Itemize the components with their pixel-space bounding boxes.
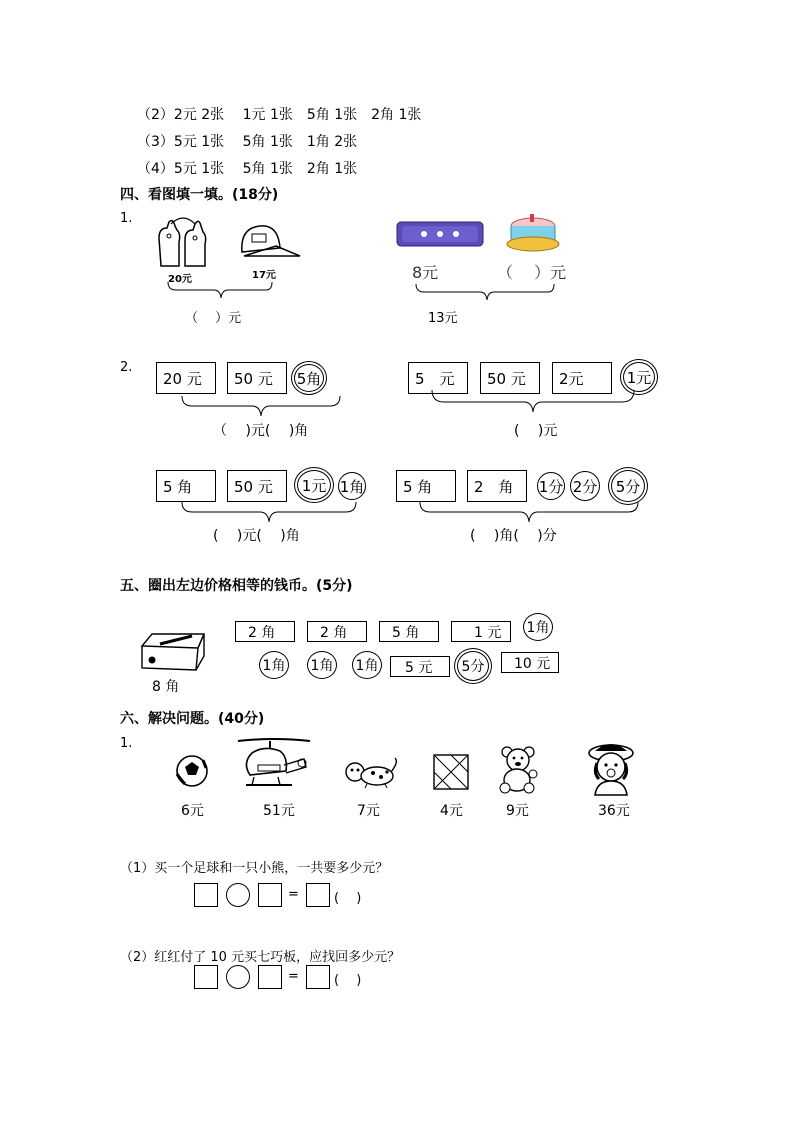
money-box[interactable]: 5 元 xyxy=(390,656,450,677)
football-icon xyxy=(175,754,209,788)
money-box: 5 角 xyxy=(156,470,216,502)
left-brace xyxy=(166,282,276,304)
problem-1-text: （1）买一个足球和一只小熊，一共要多少元？ xyxy=(120,861,389,876)
money-box: 50 元 xyxy=(480,362,540,394)
money-coin: 2分 xyxy=(570,471,600,501)
right-brace xyxy=(414,284,560,306)
money-coin: 1角 xyxy=(338,472,366,500)
money-coin[interactable]: 1角 xyxy=(307,651,337,679)
tangram-icon xyxy=(433,754,469,790)
helicopter-icon xyxy=(236,735,312,795)
pencil-box-price: 8元 xyxy=(412,263,439,282)
sharpener-price: 8 角 xyxy=(152,679,180,695)
number-box[interactable] xyxy=(194,965,218,989)
money-box: 5 元 xyxy=(408,362,468,394)
gloves-icon xyxy=(155,218,210,268)
money-box: 2元 xyxy=(552,362,612,394)
cake-icon xyxy=(505,212,561,254)
answer-blank: ( )元( )角 xyxy=(213,528,300,544)
answer-blank: ( )角( )分 xyxy=(470,528,557,544)
unit-blank[interactable]: ( ) xyxy=(334,891,362,906)
operator-circle[interactable] xyxy=(226,883,250,907)
money-box[interactable]: 2 角 xyxy=(307,621,367,642)
option-line-4: （4）5元 1张 5角 1张 2角 1张 xyxy=(137,161,358,177)
q1-left-blank: （ ）元 xyxy=(185,311,242,326)
teddy-bear-icon xyxy=(497,746,541,794)
section4-title: 四、看图填一填。(18分) xyxy=(120,187,279,203)
q1-number: 1. xyxy=(120,211,133,226)
leopard-toy-icon xyxy=(343,758,399,790)
brace xyxy=(430,390,640,420)
option-line-2: （2）2元 2张 1元 1张 5角 1张 2角 1张 xyxy=(137,107,422,123)
option-line-3: （3）5元 1张 5角 1张 1角 2张 xyxy=(137,134,358,150)
money-coin: 1元 xyxy=(297,470,331,500)
equals-sign: = xyxy=(288,887,299,902)
brace xyxy=(180,396,344,422)
money-coin[interactable]: 1角 xyxy=(352,651,382,679)
money-box[interactable]: 2 角 xyxy=(235,621,295,642)
equals-sign: = xyxy=(288,969,299,984)
unit-blank[interactable]: ( ) xyxy=(334,973,362,988)
operator-circle[interactable] xyxy=(226,965,250,989)
money-coin: 1元 xyxy=(623,362,655,392)
doll-icon xyxy=(585,741,637,797)
cap-price: 17元 xyxy=(252,270,276,281)
money-coin[interactable]: 1角 xyxy=(259,651,289,679)
money-box: 50 元 xyxy=(227,470,287,502)
gloves-price: 20元 xyxy=(168,274,192,285)
money-coin: 5角 xyxy=(294,364,324,392)
section5-title: 五、圈出左边价格相等的钱币。(5分) xyxy=(120,578,353,594)
number-box[interactable] xyxy=(258,883,282,907)
q1-right-total: 13元 xyxy=(428,311,458,326)
price-label: 7元 xyxy=(357,803,380,819)
result-box[interactable] xyxy=(306,883,330,907)
result-box[interactable] xyxy=(306,965,330,989)
money-box[interactable]: 5 角 xyxy=(379,621,439,642)
money-box: 50 元 xyxy=(227,362,287,394)
pencil-box-icon xyxy=(396,220,486,248)
money-box: 5 角 xyxy=(396,470,456,502)
price-label: 9元 xyxy=(506,803,529,819)
money-box: 20 元 xyxy=(156,362,216,394)
price-label: 4元 xyxy=(440,803,463,819)
pencil-sharpener-icon xyxy=(138,622,210,674)
money-box[interactable]: 1 元 xyxy=(451,621,511,642)
problem-2-text: （2）红红付了 10 元买七巧板，应找回多少元？ xyxy=(120,950,401,965)
money-box[interactable]: 10 元 xyxy=(501,652,559,673)
money-coin: 1分 xyxy=(537,472,565,500)
money-coin: 5分 xyxy=(611,470,645,502)
price-label: 36元 xyxy=(598,803,630,819)
number-box[interactable] xyxy=(258,965,282,989)
money-coin[interactable]: 5分 xyxy=(457,651,489,681)
q2-number: 2. xyxy=(120,360,133,375)
money-coin[interactable]: 1角 xyxy=(523,613,553,641)
section6-title: 六、解决问题。(40分) xyxy=(120,711,265,727)
cake-price-blank: （ ）元 xyxy=(497,263,567,282)
answer-blank: （ )元( )角 xyxy=(213,423,309,439)
section6-number: 1. xyxy=(120,736,133,751)
number-box[interactable] xyxy=(194,883,218,907)
answer-blank: ( )元 xyxy=(514,423,558,439)
price-label: 6元 xyxy=(181,803,204,819)
price-label: 51元 xyxy=(263,803,295,819)
cap-icon xyxy=(238,222,302,260)
money-box: 2 角 xyxy=(467,470,527,502)
